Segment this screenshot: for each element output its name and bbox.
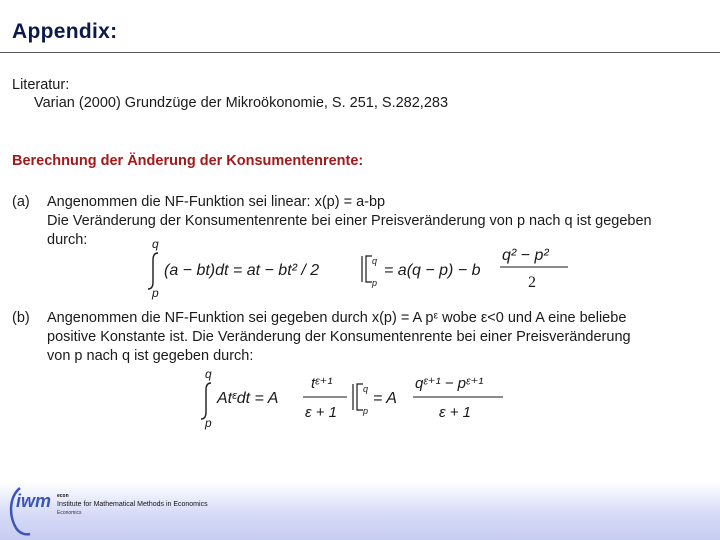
footer-band [0, 482, 720, 540]
formula-b-fraction1-denominator: ε + 1 [305, 404, 338, 421]
literature-reference: Varian (2000) Grundzüge der Mikroökonomie, S. 251, S.282,283 [34, 95, 449, 111]
page-title: Appendix: [12, 20, 118, 43]
case-b-line2: positive Konstante ist. Die Veränderung der Konsumentenrente bei einer Preisveränderung [47, 329, 631, 345]
integral-sign-b [201, 383, 211, 419]
section-heading: Berechnung der Änderung der Konsumentenrente: [12, 153, 364, 169]
formula-a-rhs: = a(q − p) − b [384, 262, 481, 279]
evaluation-bar-a [362, 256, 372, 282]
formula-a-lower-limit: p [152, 286, 159, 300]
case-b-marker: (b) [12, 310, 30, 326]
formula-b-bar-upper: q [363, 384, 369, 394]
formula-b-bar-lower: p [363, 406, 369, 416]
formula-b-lower-limit: p [205, 416, 212, 430]
case-b-line1: Angenommen die NF-Funktion sei gegeben durch x(p) = A pᵋ wobe ε<0 und A eine beliebe [47, 310, 627, 326]
title-divider [0, 52, 720, 53]
formula-b-fraction2-numerator: qᵋ⁺¹ − pᵋ⁺¹ [415, 375, 484, 392]
case-a-marker: (a) [12, 194, 30, 210]
literature-label: Literatur: [12, 77, 70, 93]
logo-text: iwm [16, 491, 52, 511]
formula-a-fraction-denominator: 2 [528, 274, 536, 291]
case-a-line2: Die Veränderung der Konsumentenrente bei einer Preisveränderung von p nach q ist gegeben [47, 213, 652, 229]
formula-b-mid: = A [373, 390, 397, 407]
formula-b-fraction2-denominator: ε + 1 [439, 404, 472, 421]
case-b-line3: von p nach q ist gegeben durch: [47, 348, 254, 364]
logo-small-text: econ [57, 493, 69, 499]
formula-b-upper-limit: q [205, 367, 212, 381]
evaluation-bar-b [353, 384, 363, 410]
case-a-line3: durch: [47, 232, 88, 248]
formula-b-integrand: Atᵋdt = A [217, 390, 279, 407]
iwm-logo [4, 484, 58, 536]
formula-b [195, 364, 525, 434]
case-a-line1: Angenommen die NF-Funktion sei linear: x(p) = a-bp [47, 194, 386, 210]
formula-a [140, 236, 580, 302]
formula-a-fraction-numerator: q² − p² [502, 247, 549, 264]
footer-institute: Institute for Mathematical Methods in Economics [57, 501, 208, 508]
formula-b-fraction1-numerator: tᵋ⁺¹ [311, 375, 333, 392]
integral-sign-a [148, 253, 158, 289]
formula-a-bar-lower: p [372, 278, 378, 288]
formula-a-bar-upper: q [372, 256, 378, 266]
formula-a-integrand: (a − bt)dt = at − bt² / 2 [164, 262, 320, 279]
footer-subline: Economics [57, 510, 82, 516]
formula-a-upper-limit: q [152, 237, 159, 251]
